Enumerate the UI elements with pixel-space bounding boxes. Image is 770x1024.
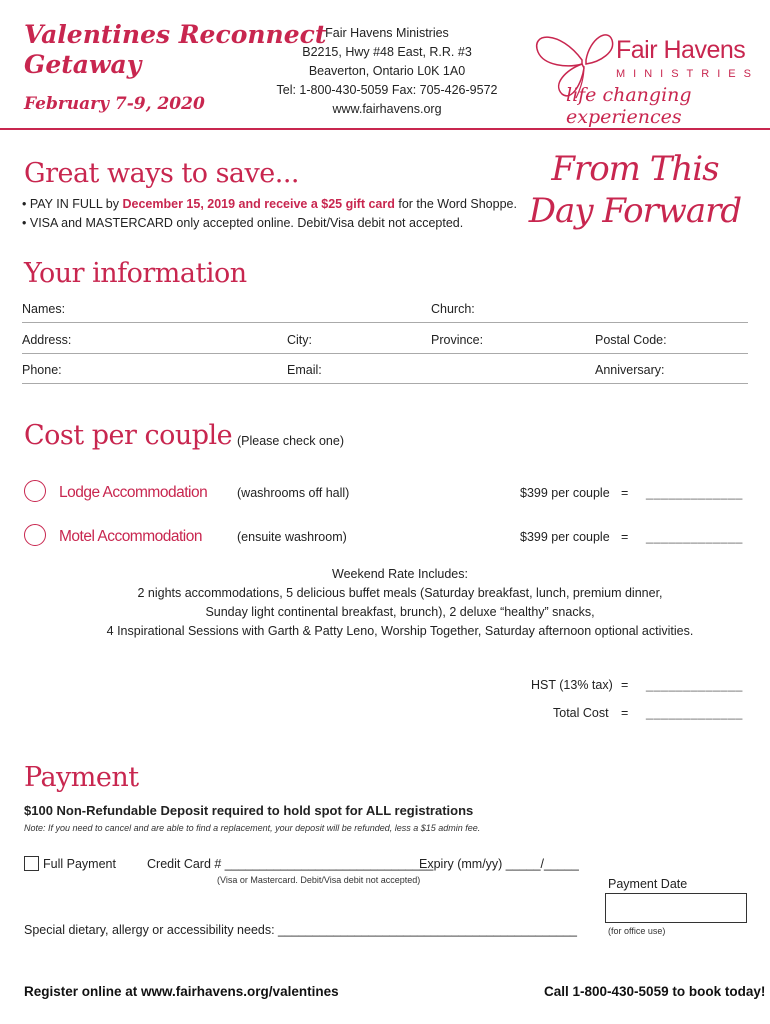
total-cost-label: Total Cost	[553, 706, 609, 720]
full-payment-checkbox[interactable]	[24, 856, 39, 871]
office-use-note: (for office use)	[608, 926, 666, 936]
full-payment-label: Full Payment	[43, 857, 116, 871]
bullet1-pre: PAY IN FULL by	[29, 197, 123, 211]
address-label: Address:	[22, 333, 72, 347]
lodge-equals: =	[621, 486, 629, 500]
lodge-amount-field[interactable]: _____________	[646, 486, 743, 500]
includes-line: 4 Inspirational Sessions with Garth & Patty Leno, Worship Together, Saturday afternoon optional activities.	[106, 624, 694, 638]
includes-line: 2 nights accommodations, 5 delicious buffet meals (Saturday breakfast, lunch, premium dinner,	[137, 586, 663, 600]
church-label: Church:	[431, 302, 475, 316]
names-label: Names:	[22, 302, 66, 316]
expiry-field[interactable]: Expiry (mm/yy) _____/_____	[419, 857, 579, 871]
lodge-radio-button[interactable]	[24, 480, 46, 502]
refund-note: Note: If you need to cancel and are able to find a replacement, your deposit will be refunded, less a $15 admin fee.	[24, 823, 481, 833]
bullet2-text: VISA and MASTERCARD only accepted online. Debit/Visa debit not accepted.	[29, 216, 464, 230]
lodge-price: $399 per couple	[520, 486, 610, 500]
bullet1-post: for the Word Shoppe.	[394, 197, 517, 211]
info-title: Your information	[24, 258, 247, 289]
lodge-label: Lodge Accommodation	[59, 484, 208, 501]
bullet-dot: •	[22, 216, 30, 230]
header-divider	[0, 128, 770, 130]
motel-label: Motel Accommodation	[59, 528, 202, 545]
total-amount-field[interactable]: _____________	[646, 706, 743, 720]
postal-code-label: Postal Code:	[595, 333, 667, 347]
total-equals: =	[621, 706, 629, 720]
bullet-item	[22, 214, 517, 233]
anniversary-label: Anniversary:	[595, 363, 665, 377]
logo-tagline: life changing experiences	[566, 84, 692, 128]
theme-line1: From This	[551, 149, 719, 189]
card-note: (Visa or Mastercard. Debit/Visa debit not accepted)	[217, 875, 421, 885]
event-date: February 7-9, 2020	[24, 94, 205, 114]
motel-detail: (ensuite washroom)	[237, 530, 347, 544]
event-title-line1: Valentines Reconnect	[24, 20, 327, 49]
names-field-line[interactable]	[22, 322, 748, 323]
city-label: City:	[287, 333, 312, 347]
save-title: Great ways to save...	[24, 158, 300, 189]
includes-line: Sunday light continental breakfast, brunch), 2 deluxe “healthy” snacks,	[205, 605, 595, 619]
motel-equals: =	[621, 530, 629, 544]
payment-title: Payment	[24, 762, 139, 793]
rate-includes	[100, 565, 700, 641]
bullet1-bold: December 15, 2019 and receive a $25 gift card	[122, 197, 395, 211]
contact-line: www.fairhavens.org	[332, 102, 442, 116]
contact-block	[262, 24, 512, 119]
phone-field-line[interactable]	[22, 383, 748, 384]
email-label: Email:	[287, 363, 322, 377]
call-to-book: Call 1-800-430-5059 to book today!	[544, 984, 766, 999]
contact-line: Fair Havens Ministries	[325, 26, 449, 40]
event-title-line2: Getaway	[24, 50, 142, 79]
cost-hint: (Please check one)	[237, 434, 345, 448]
hst-label: HST (13% tax)	[531, 678, 613, 692]
motel-amount-field[interactable]: _____________	[646, 530, 743, 544]
register-online[interactable]: Register online at www.fairhavens.org/valentines	[24, 984, 339, 999]
save-bullets	[22, 195, 517, 233]
province-label: Province:	[431, 333, 484, 347]
credit-card-field[interactable]: Credit Card # ______________________________	[147, 857, 434, 871]
hst-amount-field[interactable]: _____________	[646, 678, 743, 692]
contact-line: B2215, Hwy #48 East, R.R. #3	[302, 45, 472, 59]
address-field-line[interactable]	[22, 353, 748, 354]
logo-name: Fair Havens	[616, 36, 746, 64]
payment-date-label: Payment Date	[608, 877, 688, 891]
theme-line2: Day Forward	[528, 191, 742, 231]
cost-title: Cost per couple	[24, 420, 233, 451]
dietary-needs-field[interactable]: Special dietary, allergy or accessibility needs: ___________________________________________	[24, 923, 577, 937]
phone-label: Phone:	[22, 363, 62, 377]
bullet-dot: •	[22, 197, 30, 211]
logo-subtitle: MINISTRIES	[616, 68, 759, 80]
hst-equals: =	[621, 678, 629, 692]
payment-date-box[interactable]	[605, 893, 747, 923]
includes-title: Weekend Rate Includes:	[332, 567, 468, 581]
lodge-detail: (washrooms off hall)	[237, 486, 350, 500]
bullet-item	[22, 195, 517, 214]
motel-radio-button[interactable]	[24, 524, 46, 546]
motel-price: $399 per couple	[520, 530, 610, 544]
theme-title	[520, 148, 750, 232]
deposit-notice: $100 Non-Refundable Deposit required to hold spot for ALL registrations	[24, 803, 474, 818]
contact-line: Tel: 1-800-430-5059 Fax: 705-426-9572	[276, 83, 498, 97]
contact-line: Beaverton, Ontario L0K 1A0	[308, 64, 466, 78]
